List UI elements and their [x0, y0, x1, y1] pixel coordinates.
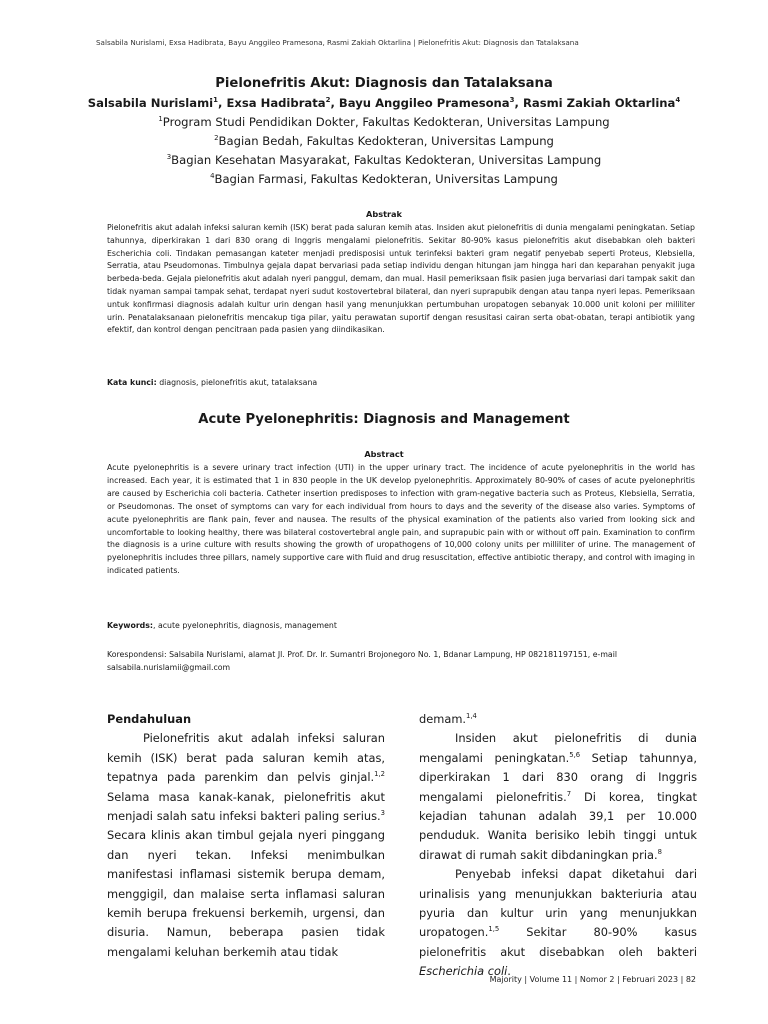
text-run: Insiden akut pielonefritis di dunia mengalami peningkatan.	[419, 731, 697, 765]
author-sup: 2	[325, 96, 331, 105]
italic-term: Escherichia coli	[419, 964, 508, 979]
citation-sup: 8	[657, 848, 662, 857]
body-paragraph-continued	[419, 710, 697, 729]
keywords-en	[107, 621, 695, 630]
section-title: Pendahuluan	[107, 712, 192, 726]
citation-sup: 3	[380, 809, 385, 818]
keywords-label: Keywords:	[107, 621, 154, 630]
author-list: Salsabila Nurislami$^1$, Exsa Hadibrata$^2$, Bayu Anggileo Pramesona$^3$, Rasmi Zakiah Oktarlina$^4$	[87, 96, 681, 110]
author-sup: 1	[213, 96, 218, 105]
citation-sup: 1,2	[374, 770, 385, 779]
abstract-text-id: Pielonefritis akut adalah infeksi saluran kemih (ISK) berat pada saluran kemih atas. Insiden akut pielonefritis di dunia mengalami peningkatan. Setiap tahunnya, diperkirakan 1 dari 830 orang di Inggris mengalami pielonefritis. Sekitar 80-90% kasus pielonefritis akut disebabkan oleh bakteri Escherichia coli. Tindakan pemasangan kateter menjadi predisposisi untuk terinfeksi bakteri gram negatif penyebab seperti Proteus, Klebsiella, Serratia, atau Pseudomonas. Timbulnya gejala dapat bervariasi pada setiap individu dengan hitungan jam hingga hari dan keparahan penyakit juga berbeda-beda. Gejala pielonefritis akut adalah nyeri panggul, demam, dan mual. Hasil pemeriksaan fisik pasien juga bervariasi dari tampak sakit dan tidak nyaman sampai tampak sehat, terdapat nyeri sudut kostovertebral bilateral, dan nyeri suprapubik dengan atau tanpa nyeri lepas. Pemeriksaan untuk konfirmasi diagnosis adalah kultur urin dengan hasil yang menunjukkan pertumbuhan uropatogen sebanyak 10.000 unit koloni per mililiter urin. Penatalaksanaan pielonefritis mencakup tiga pilar, yaitu perawatan suportif dengan resusitasi cairan serta obat-obatan, terapi antibiotik yang efektif, dan kontrol dengan pencitraan pada pasien yang diindikasikan.	[107, 223, 695, 335]
text-run: Pielonefritis akut adalah infeksi saluran kemih (ISK) berat pada saluran kemih atas, tepatnya pada parenkim dan pelvis ginjal.	[107, 731, 385, 785]
body-column-left	[107, 710, 385, 962]
english-title: Acute Pyelonephritis: Diagnosis and Management	[198, 412, 570, 427]
text-run: Secara klinis akan timbul gejala nyeri pinggang dan nyeri tekan. Infeksi menimbulkan manifestasi inflamasi sistemik berupa demam, menggigil, dan malaise serta inflamasi saluran kemih berupa frekuensi berkemih, urgensi, dan disuria. Namun, beberapa pasien tidak mengalami keluhan berkemih atau tidak	[107, 828, 385, 959]
body-paragraph	[419, 865, 697, 981]
author-name: Exsa Hadibrata	[226, 96, 326, 110]
affiliation-text: Program Studi Pendidikan Dokter, Fakultas Kedokteran, Universitas Lampung	[162, 115, 610, 129]
body-paragraph	[419, 729, 697, 865]
correspondence: Korespondensi: Salsabila Nurislami, alamat Jl. Prof. Dr. Ir. Sumantri Brojonegoro No. 1, Bdanar Lampung, HP 082181197151, e-mail salsabila.nurislamii@gmail.com	[107, 650, 618, 672]
citation-sup: 1,4	[466, 712, 477, 721]
affiliation-sup: 3	[166, 153, 172, 162]
citation-sup: 7	[566, 789, 572, 798]
running-header: Salsabila Nurislami, Exsa Hadibrata, Bayu Anggileo Pramesona, Rasmi Zakiah Oktarlina | Pielonefritis Akut: Diagnosis dan Tatalaksana	[96, 38, 579, 47]
author-name: Rasmi Zakiah Oktarlina	[522, 96, 676, 110]
affiliation-sup: 1	[158, 115, 163, 124]
abstract-heading-id: Abstrak	[366, 209, 402, 219]
author-name: Salsabila Nurislami	[87, 96, 214, 110]
abstract-text-en: Acute pyelonephritis is a severe urinary tract infection (UTI) in the upper urinary tract. The incidence of acute pyelonephritis in the world has increased. Each year, it is estimated that 1 in 830 people in the UK develop pyelonephritis. Approximately 80-90% of cases of acute pyelonephritis are caused by Escherichia coli bacteria. Catheter insertion predisposes to infection with gram-negative bacteria such as Proteus, Klebsiella, Serratia, or Pseudomonas. The onset of symptoms can vary for each individual from hours to days and the severity of the disease also varies. Symptoms of acute pyelonephritis are flank pain, fever and nausea. The results of the physical examination of the patients also varied from looking sick and uncomfortable to looking healthy, there was bilateral costovertebral angle pain, and suprapubic pain with or without off pain. Examination to confirm the diagnosis is a urine culture with results showing the growth of uropathogens of 10,000 colony units per milliliter of urine. The management of pyelonephritis includes three pillars, namely supportive care with fluid and drug resuscitation, effective antibiotic therapy, and control with imaging in indicated patients.	[107, 463, 695, 576]
paper-title: Pielonefritis Akut: Diagnosis dan Tatalaksana	[215, 76, 553, 91]
text-run: Penyebab infeksi dapat diketahui dari urinalisis yang menunjukkan bakteriuria atau pyuria dan kultur urin yang menunjukkan uropatogen.	[419, 867, 697, 940]
text-run: Setiap tahunnya, diperkirakan 1 dari 830 orang di Inggris mengalami pielonefritis.	[419, 750, 697, 804]
author-sup: 4	[675, 96, 681, 105]
body-column-right	[419, 710, 697, 982]
keywords-text: diagnosis, pielonefritis akut, tatalaksana	[156, 378, 318, 387]
affiliation	[0, 153, 768, 167]
affiliation-sup: 2	[214, 134, 219, 143]
text-run: Selama masa kanak-kanak, pielonefritis akut menjadi salah satu infeksi bakteri paling serius.	[107, 789, 385, 824]
page-footer: Majority | Volume 11 | Nomor 2 | Februari 2023 | 82	[489, 975, 696, 984]
text-run: Di korea, tingkat kejadian tahunan adalah 39,1 per 10.000 penduduk. Wanita berisiko lebih tinggi untuk dirawat di rumah sakit dibdaningkan pria.	[419, 789, 698, 862]
citation-sup: 5,6	[569, 751, 581, 760]
author-name: Bayu Anggileo Pramesona	[338, 96, 510, 110]
abstract-heading-en: Abstract	[364, 449, 404, 459]
citation-sup: 1,5	[488, 925, 500, 934]
text-run: demam.	[419, 712, 467, 726]
affiliation-text: Bagian Kesehatan Masyarakat, Fakultas Kedokteran, Universitas Lampung	[171, 153, 602, 167]
affiliation	[0, 134, 768, 148]
affiliation-text: Bagian Farmasi, Fakultas Kedokteran, Universitas Lampung	[214, 172, 558, 186]
affiliation	[0, 115, 768, 129]
text-run: Sekitar 80-90% kasus pielonefritis akut disebabkan oleh bakteri	[419, 925, 697, 959]
text-run: .	[507, 964, 511, 979]
author-sup: 3	[509, 96, 515, 105]
keywords-id	[107, 378, 695, 387]
keywords-label: Kata kunci:	[107, 378, 157, 387]
affiliation-sup: 4	[210, 172, 215, 181]
affiliation-text: Bagian Bedah, Fakultas Kedokteran, Universitas Lampung	[218, 134, 554, 148]
body-paragraph	[107, 729, 385, 962]
affiliation	[0, 172, 768, 186]
keywords-text: , acute pyelonephritis, diagnosis, management	[153, 621, 337, 630]
